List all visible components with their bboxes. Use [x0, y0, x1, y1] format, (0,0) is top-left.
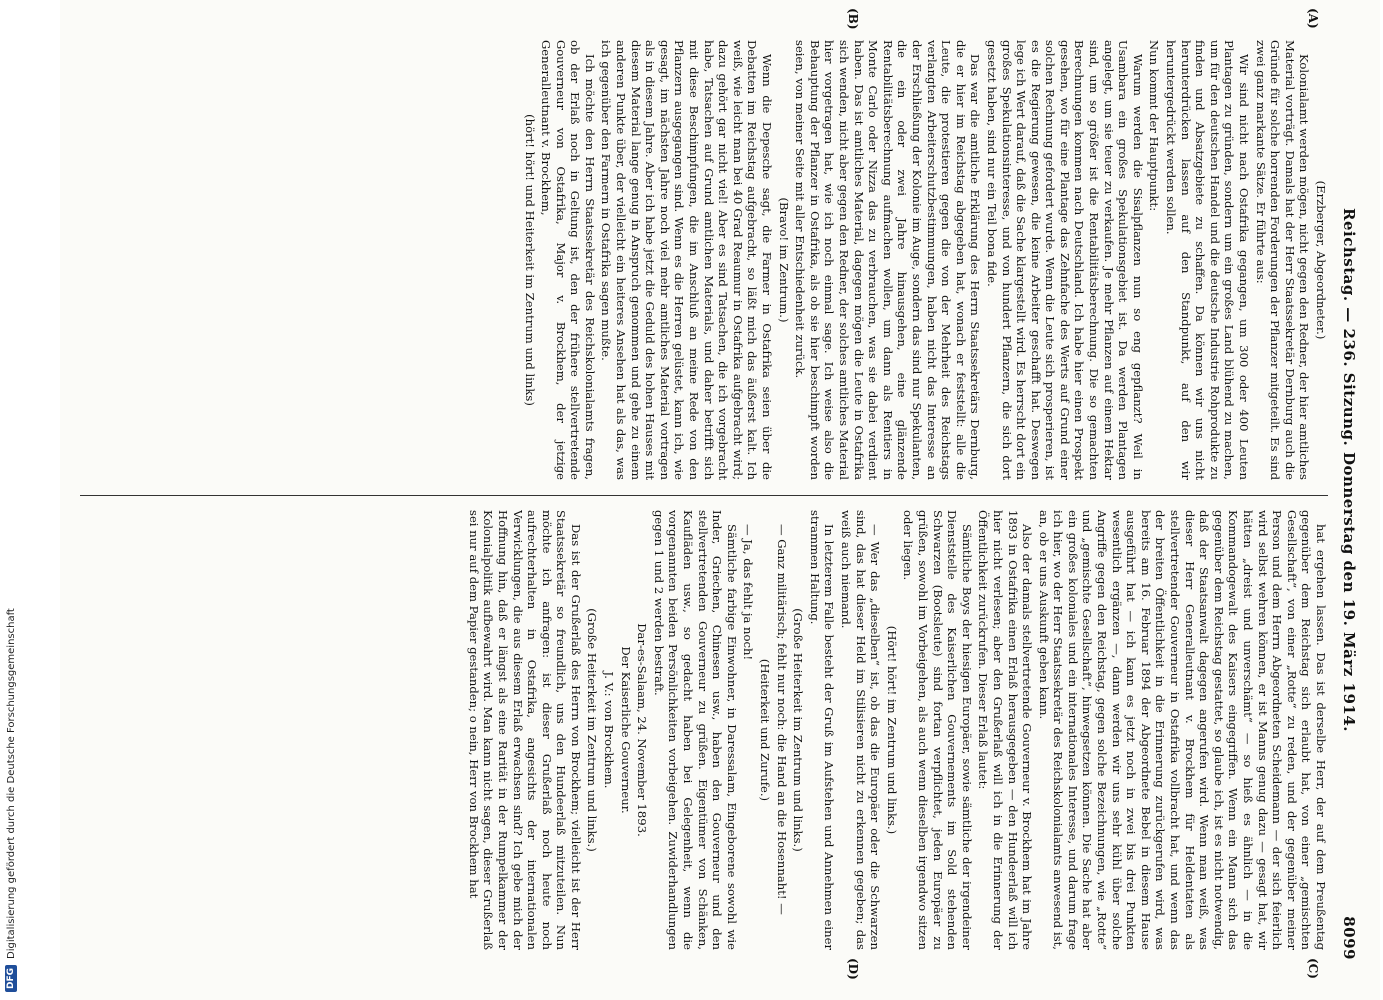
left-column-paragraph: Nun kommt der Hauptpunkt:	[1147, 40, 1162, 212]
page-header	[1336, 40, 1362, 960]
right-column-paragraph: (Hört! hört! im Zentrum und links.)	[884, 625, 899, 835]
right-column-paragraph: — Wer das „dieselben“ ist, ob das die Europäer oder die Schwarzen sind, das hat dieser Held im Stilisieren nicht zu erkennen gegeben; das weiß auch niemand.	[839, 510, 883, 950]
right-column-paragraph: Das ist der Grußerlaß des Herrn von Brockhem; vielleicht ist der Herr Staatssekretär so freundlich, uns den Hundeerlaß mitzuteilen. Nun möchte ich anfragen: ist dieser Grußerlaß noch heute noch aufrechterhalten in Ostafrika, angesichts der internationalen Verwicklungen, die aus diesem Erlaß erwachsen sind? Ich gebe mich der Hoffnung hin, daß er längst als eine Rarität in der Rumpelkammer der Kolonialpolitik aufbewahrt wird. Man kann nicht sagen, dieser Grußerlaß sei nur auf dem Papier gestanden; o nein, Herr von Brockhem hat	[466, 510, 583, 950]
right-column	[80, 510, 1328, 950]
right-column-paragraph: (Große Heiterkeit im Zentrum und links.)	[791, 608, 806, 852]
right-column-paragraph: Sämtliche farbige Einwohner, in Daressalam, Eingeborene sowohl wie Inder, Griechen, Chinesen usw., haben den Gouverneur und den stellvertretenden Gouverneur zu grüßen. Eigentümer von Schänken, Kaufläden usw., so gedacht haben bei Gelegenheit, wenn die vorgenannten beiden Persönlichkeiten vorbeigehen. Zuwiderhandlungen gegen 1 und 2 werden bestraft.	[651, 510, 739, 950]
left-column-paragraph: Wenn die Depesche sagt, die Farmer in Ostafrika seien über die Debatten im Reichstag aufgebracht, so läßt mich das äußerst kalt. Ich weiß, wie leicht man bei 40 Grad Reaumur in Ostafrika aufgebracht wird; dazu gehört gar nicht viel! Aber es sind Tatsachen, die ich vorgebracht habe, Tatsachen auf Grund amtlichen Materials, und daher betrifft sich mit diese Beschimpfungen, die im Anschluß an meine Rede von den Pflanzern ausgegangen sind. Wenn es die Herren gelüstet, kann ich, wie gesagt, im nächsten Jahre noch viel mehr amtliches Material vortragen als in diesem Jahre. Aber ich habe jetzt die Geduld des hohen Hauses mit diesem Material lange genug in Anspruch genommen und gehe zu einem anderen Punkte über, der vielleicht ein heiteres Ansehen hat als das, was ich gegenüber den Farmern in Ostafrika sagen mußte.	[599, 40, 775, 480]
right-column-paragraph: Sämtliche Boys der hiesigen Europäer, sowie sämtliche der irgendeiner Dienststelle des Kaiserlichen Gouvernements im Sold stehenden Schwarzen (Bootsleute) sind fortan verpflichtet, jeden Europäer zu grüßen, sowohl im Vorbeigehen, als auch wenn dieselben irgendwo sitzen oder liegen.	[901, 510, 974, 950]
left-column-paragraph: Kolonialamt werden mögen, nicht gegen den Redner, der hier amtliches Material vorträgt. Damals hat der Herr Staatssekretär Dernburg auch die Gründe für solche horrenden Forderungen der Pflanzer mitgeteilt. Es sind zwei ganz markante Sätze. Er führte aus:	[1253, 40, 1312, 480]
right-column-paragraph: Also der damals stellvertretende Gouverneur v. Brockhem hat im Jahre 1893 in Ostafrika einen Erlaß herausgegeben — den Hundeerlaß will ich hier nicht verlesen; aber den Grußerlaß will ich in die Erinnerung der Öffentlichkeit zurückrufen. Dieser Erlaß lautet:	[976, 510, 1035, 950]
right-column-paragraph: (Heiterkeit und Zurufe.)	[758, 658, 773, 802]
right-column-paragraph: — Ganz militärisch; fehlt nur noch: die Hand an die Hosennaht! —	[774, 524, 789, 915]
left-column-paragraph: Ich möchte den Herrn Staatssekretär des Reichskolonialamts fragen, ob der Erlaß noch in Geltung ist, den der frühere stellvertretende Gouverneur von Ostafrika, Major v. Brockhem, der jetzige Generalleutnant v. Brockhem,	[539, 40, 597, 480]
right-column-paragraph: Dar-es-Salaam, 24. November 1893.	[635, 623, 650, 837]
right-column-paragraph: J. V.: von Brockhem.	[602, 671, 617, 789]
margin-mark-d: (D)	[846, 958, 860, 980]
left-column-paragraph: Wir sind nicht nach Ostafrika gegangen, um 300 oder 400 Leuten Plantagen zu gründen, sondern um ein großes Land blühend zu machen, um für den deutschen Handel und die deutsche Industrie Rohprodukte zu finden und Absatzgebiete zu schaffen. Da können wir uns nicht herunterdrücken lassen auf den Standpunkt, auf den wir heruntergedrückt werden sollen.	[1164, 40, 1252, 480]
column-divider	[80, 495, 1328, 496]
right-column-paragraph: hat ergehen lassen. Das ist derselbe Herr, der auf dem Preußentag gegenüber dem Reichstag sich erlaubt hat, von einer „gemischten Gesellschaft“, von einer „Rotte“ zu reden, und der gegenüber meiner Person und dem Herrn Abgeordneten Scheidemann — der sich feierlich wird selbst wehren können, er ist Manns genug dazu — gesagt hat, wir hätten „dreist und unverschämt“ — so hieß es ähnlich — in die Kommandogewalt des Kaisers eingegriffen. Wenn ein Mann sich das gegenüber dem Reichstag gestattet, so glaube ich, ist es nicht notwendig, daß der Staatsanwalt dagegen angerufen wird. Wenn man weiß, was dieser Herr Generalleutnant v. Brockhem für Heldentaten als stellvertretender Gouverneur in Ostafrika vollbracht hat, und wenn das der breiten Öffentlichkeit in die Erinnerung zurückgerufen wird, was bereits am 16. Februar 1894 der Abgeordnete Bebel in diesem Hause ausgeführt hat — ich kann es jetzt noch in zwei bis drei Punkten wesentlich ergänzen —, dann werden wir uns sehr kühl über solche Angriffe gegen den Reichstag, gegen solche Bezeichnungen, wie „Rotte“ und „gemischte Gesellschaft“, hinwegsetzen können. Die Sache hat aber ein großes koloniales und ein internationales Interesse, und darum frage ich hier, wo der Herr Staatssekretär des Reichskolonialamts anwesend ist, an, ob er uns Auskunft geben kann.	[1036, 510, 1328, 950]
left-column-paragraph: (hört! hört! und Heiterkeit im Zentrum und links)	[522, 114, 537, 406]
right-column-paragraph: Der Kaiserliche Gouverneur.	[618, 646, 633, 814]
footer-credit	[0, 0, 22, 1000]
left-column-paragraph: (Bravo! im Zentrum.)	[776, 197, 791, 323]
page-header-title: Reichstag. — 236. Sitzung. Donnerstag den 19. März 1914.	[1340, 208, 1358, 732]
margin-mark-b: (B)	[846, 8, 860, 30]
document-page	[60, 0, 1380, 1000]
right-column-paragraph: — Ja, das fehlt ja noch!	[741, 524, 756, 661]
dfg-logo: DFG	[5, 965, 17, 992]
left-column-paragraph: Warum werden die Sisalpflanzen nun so eng gepflanzt? Weil in Usambara ein großes Spekulationsgebiet ist. Da werden Plantagen angelegt, um sie teuer zu verkaufen. Je mehr Pflanzen auf einem Hektar sind, um so größer ist die Rentabilitätsberechnung. Die so gemachten Berechnungen kommen nach Deutschland. Ich habe hier einen Prospekt gesehen, wo für eine Plantage das Zehnfache des Werts auf Grund einer solchen Rechnung gefordert wurde. Wenn die Leute sich prosperieren, ist es die Regierung gewesen, die keine Arbeiter geschafft hat. Deswegen lege ich Wert darauf, daß die Sache klargestellt wird. Es herrscht dort ein großes Spekulationsinteresse, und von hundert Pflanzern, die sich dort gesetzt haben, sind nur ein Teil bona fide.	[984, 40, 1145, 480]
footer-credit-text: Digitalisierung gefördert durch die Deutsche Forschungsgemeinschaft	[5, 608, 17, 959]
right-column-paragraph: In letzterem Falle besteht der Gruß im Aufstehen und Annehmen einer strammen Haltung.	[807, 510, 837, 950]
left-column	[80, 40, 1328, 480]
margin-mark-c: (C)	[1306, 958, 1320, 979]
left-column-paragraph: (Erzberger, Abgeordneter.)	[1314, 180, 1328, 340]
margin-mark-a: (A)	[1306, 8, 1320, 29]
left-column-paragraph: Das war die amtliche Erklärung des Herrn Staatssekretärs Dernburg, die er hier im Reichstag abgegeben hat, wonach er feststellt: alle die Leute, die protestieren gegen die von der Mehrheit des Reichstags verlangten Arbeiterschutzbestimmungen, haben nicht das Interesse an der Erschließung der Kolonie im Auge, sondern das sind nur Spekulanten, die ein oder zwei Jahre hinausgehen, eine glänzende Rentabilitätsberechnung aufmachen wollen, um dann als Rentiers in Monte Carlo oder Nizza das zu verbrauchen, was sie dabei verdient haben. Das ist amtliches Material, dagegen mögen die Leute in Ostafrika sich wenden, nicht aber gegen den Redner, der solches amtliches Material hier vorgetragen hat, wie ich noch einmal sage. Ich weise also die Behauptung der Pflanzer in Ostafrika, als ob sie hier beschimpft worden seien, von meiner Seite mit aller Entschiedenheit zurück.	[793, 40, 983, 480]
right-column-paragraph: (Große Heiterkeit im Zentrum und links.)	[585, 608, 600, 852]
page-number: 8099	[1340, 916, 1358, 960]
footer-strip	[0, 0, 22, 1000]
